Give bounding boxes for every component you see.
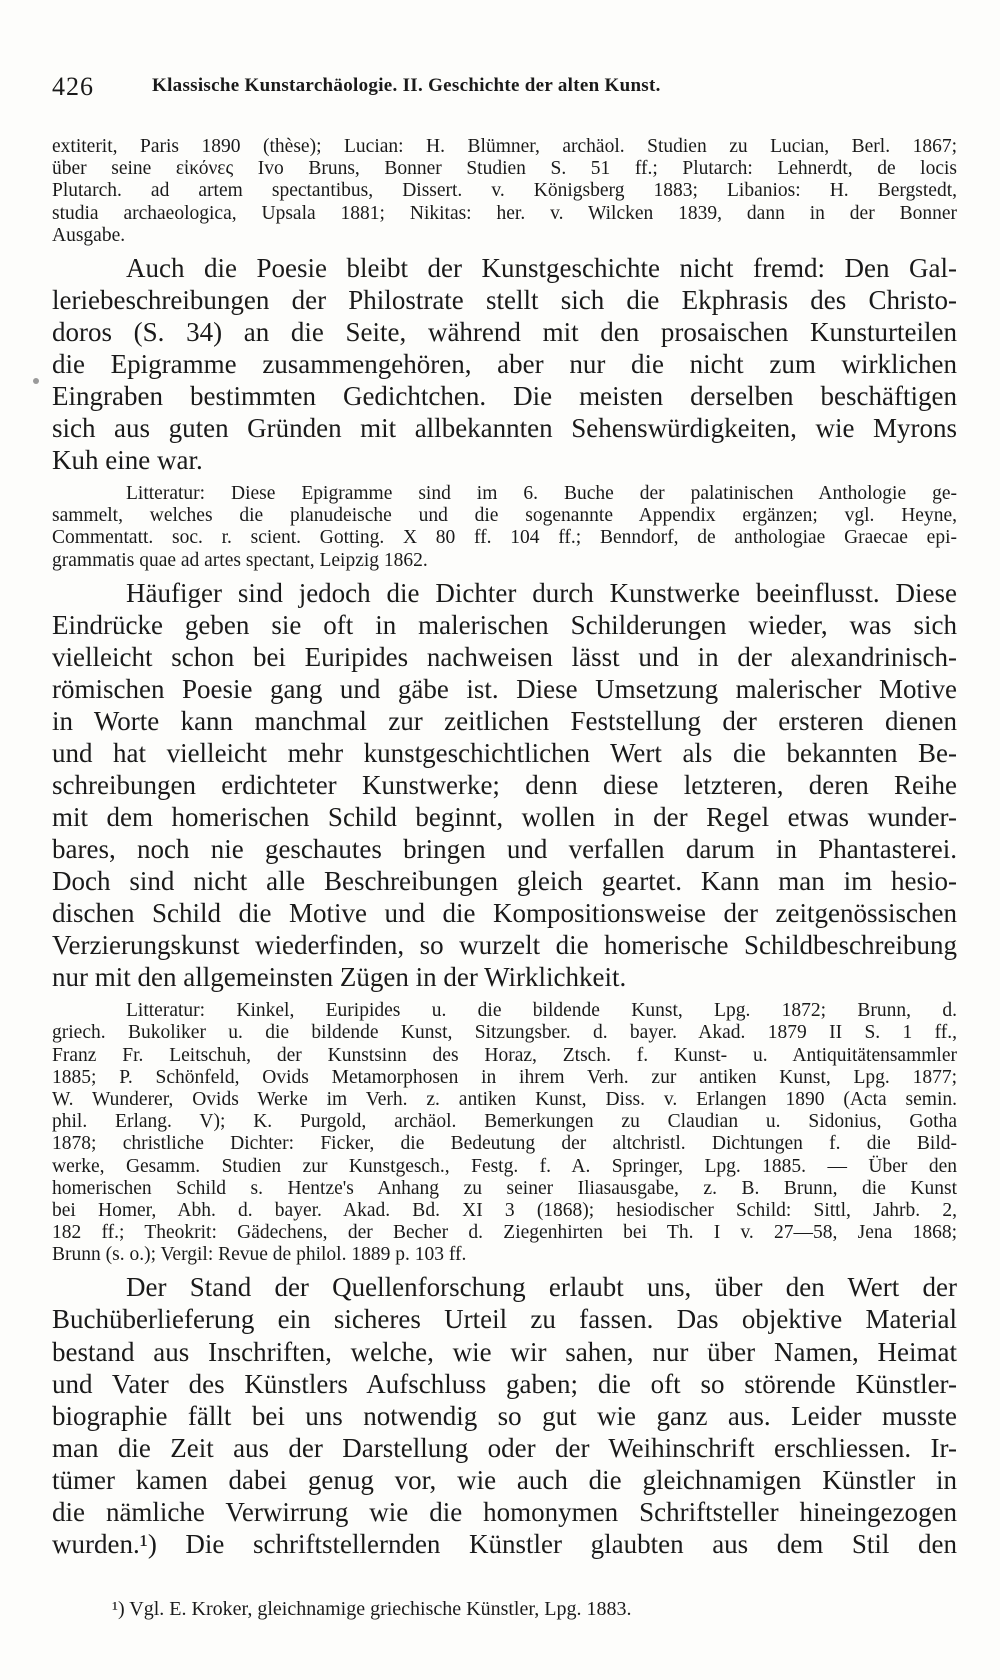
text-line: mit dem homerischen Schild beginnt, wollen in der Regel etwas wunder- (52, 802, 957, 832)
paragraph-first-line: Häufiger sind jedoch die Dichter durch Kunstwerke beeinflusst. Diese (126, 578, 957, 608)
text-line: die nämliche Verwirrung wie die homonymen Schriftsteller hineingezogen (52, 1497, 957, 1527)
text-line: 182 ff.; Theokrit: Gädechens, der Becher d. Ziegenhirten bei Th. I v. 27—58, Jena 1868; (52, 1222, 957, 1243)
literature-note-first-line: Litteratur: Diese Epigramme sind im 6. Buche der palatinischen Anthologie ge- (126, 483, 957, 504)
text-line: homerischen Schild s. Hentze's Anhang zu seiner Iliasausgabe, z. B. Brunn, die Kunst (52, 1178, 957, 1199)
text-line: studia archaeologica, Upsala 1881; Nikitas: her. v. Wilcken 1839, dann in der Bonner (52, 203, 957, 224)
text-line: tümer kamen dabei genug vor, wie auch die gleichnamigen Künstler in (52, 1465, 957, 1495)
text-line: Ausgabe. (52, 225, 126, 246)
text-line: sammelt, welches die planudeische und die sogenannte Appendix ergänzen; vgl. Heyne, (52, 505, 957, 526)
text-line: Doch sind nicht alle Beschreibungen gleich geartet. Kann man im hesio- (52, 866, 957, 896)
text-line: und Vater des Künstlers Aufschluss gaben; die oft so störende Künstler- (52, 1369, 957, 1399)
page-number: 426 (52, 72, 94, 101)
text-line: Eindrücke geben sie oft in malerischen Schilderungen wieder, was sich (52, 610, 957, 640)
text-line: in Worte kann manchmal zur zeitlichen Feststellung der ersteren dienen (52, 706, 957, 736)
text-line: doros (S. 34) an die Seite, während mit den prosaischen Kunsturteilen (52, 317, 957, 347)
margin-mark (33, 378, 39, 384)
text-line: dischen Schild die Motive und die Kompositionsweise der zeitgenössischen (52, 898, 957, 928)
text-line: werke, Gesamm. Studien zur Kunstgesch., Festg. f. A. Springer, Lpg. 1885. — Über den (52, 1156, 957, 1177)
text-line: bestand aus Inschriften, welche, wie wir sahen, nur über Namen, Heimat (52, 1337, 957, 1367)
text-line: die Epigramme zusammengehören, aber nur die nicht zum wirklichen (52, 349, 957, 379)
text-line: Eingraben bestimmten Gedichtchen. Die meisten derselben beschäftigen (52, 381, 957, 411)
text-line: Buchüberlieferung ein sicheres Urteil zu fassen. Das objektive Material (52, 1304, 957, 1334)
text-line: griech. Bukoliker u. die bildende Kunst, Sitzungsber. d. bayer. Akad. 1879 II S. 1 ff., (52, 1022, 957, 1043)
text-line: Brunn (s. o.); Vergil: Revue de philol. 1889 p. 103 ff. (52, 1244, 467, 1265)
footnote: ¹) Vgl. E. Kroker, gleichnamige griechische Künstler, Lpg. 1883. (112, 1598, 632, 1620)
text-line: nur mit den allgemeinsten Zügen in der Wirklichkeit. (52, 962, 627, 992)
text-line: bares, noch nie geschautes bringen und verfallen darum in Phantasterei. (52, 834, 957, 864)
text-line: und hat vielleicht mehr kunstgeschichtlichen Wert als die bekannten Be- (52, 738, 957, 768)
text-line: Franz Fr. Leitschuh, der Kunstsinn des Horaz, Ztsch. f. Kunst- u. Antiquitätensammler (52, 1045, 957, 1066)
literature-note-first-line: Litteratur: Kinkel, Euripides u. die bildende Kunst, Lpg. 1872; Brunn, d. (126, 1000, 957, 1021)
page-header (52, 72, 952, 112)
running-title: Klassische Kunstarchäologie. II. Geschichte der alten Kunst. (152, 75, 661, 96)
text-line: über seine εἰκόνες Ivo Bruns, Bonner Studien S. 51 ff.; Plutarch: Lehnerdt, de locis (52, 158, 957, 179)
text-line: phil. Erlang. V); K. Purgold, archäol. Bemerkungen zu Claudian u. Sidonius, Gotha (52, 1111, 957, 1132)
text-line: wurden.¹) Die schriftstellernden Künstler glaubten aus dem Stil den (52, 1529, 957, 1559)
text-line: Kuh eine war. (52, 445, 203, 475)
text-line: römischen Poesie gang und gäbe ist. Diese Umsetzung malerischer Motive (52, 674, 957, 704)
text-line: leriebeschreibungen der Philostrate stellt sich die Ekphrasis des Christo- (52, 285, 957, 315)
text-line: Commentatt. soc. r. scient. Gotting. X 80 ff. 104 ff.; Benndorf, de anthologiae Graecae epi- (52, 527, 957, 548)
paragraph-first-line: Auch die Poesie bleibt der Kunstgeschichte nicht fremd: Den Gal- (126, 253, 957, 283)
text-line: W. Wunderer, Ovids Werke im Verh. z. antiken Kunst, Diss. v. Erlangen 1890 (Acta semin. (52, 1089, 957, 1110)
text-line: Verzierungskunst wiederfinden, so wurzelt die homerische Schildbeschreibung (52, 930, 957, 960)
text-line: man die Zeit aus der Darstellung oder der Weihinschrift erschliessen. Ir- (52, 1433, 957, 1463)
text-line: 1878; christliche Dichter: Ficker, die Bedeutung der altchristl. Dichtungen f. die Bild- (52, 1133, 957, 1154)
text-line: 1885; P. Schönfeld, Ovids Metamorphosen in ihrem Verh. zur antiken Kunst, Lpg. 1877; (52, 1067, 957, 1088)
text-line: bei Homer, Abh. d. bayer. Akad. Bd. XI 3 (1868); hesiodischer Schild: Sittl, Jahrb. 2, (52, 1200, 957, 1221)
text-line: schreibungen erdichteter Kunstwerke; denn diese letzteren, deren Reihe (52, 770, 957, 800)
text-line: extiterit, Paris 1890 (thèse); Lucian: H. Blümner, archäol. Studien zu Lucian, Berl. 1867; (52, 136, 957, 157)
text-line: biographie fällt bei uns notwendig so gut wie ganz aus. Leider musste (52, 1401, 957, 1431)
text-line: vielleicht schon bei Euripides nachweisen lässt und in der alexandrinisch- (52, 642, 957, 672)
paragraph-first-line: Der Stand der Quellenforschung erlaubt uns, über den Wert der (126, 1272, 957, 1302)
text-line: grammatis quae ad artes spectant, Leipzig 1862. (52, 550, 428, 571)
text-line: sich aus guten Gründen mit allbekannten Sehenswürdigkeiten, wie Myrons (52, 413, 957, 443)
text-line: Plutarch. ad artem spectantibus, Dissert. v. Königsberg 1883; Libanios: H. Bergstedt, (52, 180, 957, 201)
